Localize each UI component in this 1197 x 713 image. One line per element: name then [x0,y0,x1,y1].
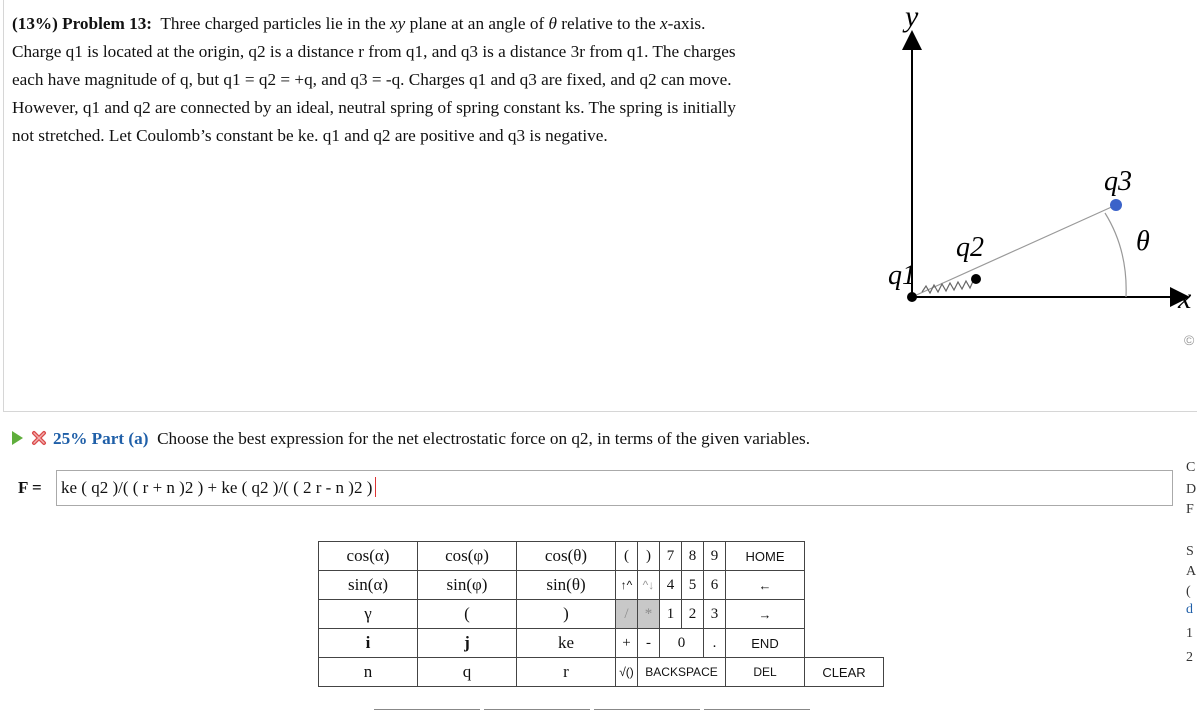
problem-line-4: However, q1 and q2 are connected by an ideal, neutral spring of spring constant ks. The spring is initially [12,98,737,117]
key-4[interactable]: 4 [660,571,682,600]
right-edge-letter: S [1186,544,1194,559]
key-open-paren[interactable]: ( [616,542,638,571]
right-edge-letter: F [1186,502,1194,517]
problem-var: x [660,14,668,33]
key-home[interactable]: HOME [726,542,805,571]
key-end[interactable]: END [726,629,805,658]
key-superscript-up[interactable]: ↑^ [616,571,638,600]
key-decimal[interactable]: . [704,629,726,658]
key-q[interactable]: q [418,658,517,687]
key-minus[interactable]: - [638,629,660,658]
problem-statement [12,10,872,150]
q3-label: q3 [1104,166,1132,197]
problem-line-3: each have magnitude of q, but q1 = q2 = +q, and q3 = -q. Charges q1 and q3 are fixed, and q2 can move. [12,70,732,89]
right-edge-letter: ( [1186,584,1191,599]
key-paren-open-large[interactable]: ( [418,600,517,629]
right-edge-letter: C [1186,460,1196,475]
problem-text: -axis. [667,14,706,33]
charge-line [912,205,1116,297]
problem-header: (13%) Problem 13: [12,14,153,33]
problem-line-5: not stretched. Let Coulomb’s constant be ke. q1 and q2 are positive and q3 is negative. [12,126,608,145]
key-3[interactable]: 3 [704,600,726,629]
right-edge-letter: 1 [1186,626,1193,641]
right-edge-letter: A [1186,564,1197,579]
problem-line-1 [12,10,872,38]
key-multiply[interactable]: * [638,600,660,629]
q2-charge [971,274,981,284]
part-a-prompt: Choose the best expression for the net electrostatic force on q2, in terms of the given variables. [157,429,810,448]
key-clear[interactable]: CLEAR [805,658,884,687]
key-paren-close-large[interactable]: ) [517,600,616,629]
key-plus[interactable]: + [616,629,638,658]
text-cursor [375,477,376,497]
charge-diagram [860,0,1197,360]
q3-charge [1110,199,1122,211]
problem-text: plane at an angle of [409,14,545,33]
key-0[interactable]: 0 [660,629,704,658]
q2-label: q2 [956,232,984,263]
answer-input[interactable] [56,470,1173,506]
part-a-header [12,426,810,452]
key-5[interactable]: 5 [682,571,704,600]
key-superscript-down[interactable]: ^↓ [638,571,660,600]
key-sin-theta[interactable]: sin(θ) [517,571,616,600]
bottom-button[interactable] [374,709,480,713]
key-divide[interactable]: / [616,600,638,629]
theta-label: θ [1136,226,1150,257]
key-r[interactable]: r [517,658,616,687]
problem-var: xy [390,14,406,33]
key-left-arrow[interactable]: ← [726,571,805,600]
key-1[interactable]: 1 [660,600,682,629]
y-axis-label: y [905,0,919,33]
copyright-mark: © [1184,332,1195,348]
theta-arc [1105,213,1126,297]
q1-label: q1 [888,260,916,291]
right-edge-letter: D [1186,482,1197,497]
problem-text: relative to the [561,14,656,33]
key-i[interactable]: i [319,629,418,658]
right-edge-link[interactable]: d [1186,602,1193,617]
answer-label: F = [18,478,42,497]
key-sqrt[interactable]: √() [616,658,638,687]
key-sin-alpha[interactable]: sin(α) [319,571,418,600]
answer-value: ke ( q2 )/( ( r + n )2 ) + ke ( q2 )/( ( 2 r - n )2 ) [61,478,373,497]
key-9[interactable]: 9 [704,542,726,571]
bottom-button[interactable] [594,709,700,713]
key-del[interactable]: DEL [726,658,805,687]
key-gamma[interactable]: γ [319,600,418,629]
q1-charge [907,292,917,302]
key-2[interactable]: 2 [682,600,704,629]
key-7[interactable]: 7 [660,542,682,571]
key-ke[interactable]: ke [517,629,616,658]
key-cos-theta[interactable]: cos(θ) [517,542,616,571]
key-cos-phi[interactable]: cos(φ) [418,542,517,571]
key-backspace[interactable]: BACKSPACE [638,658,726,687]
play-icon[interactable] [12,431,23,445]
equation-keypad [318,541,884,687]
key-j[interactable]: j [418,629,517,658]
part-a-percent[interactable]: 25% Part (a) [53,429,149,448]
right-edge-letter: 2 [1186,650,1193,665]
bottom-button[interactable] [704,709,810,713]
key-6[interactable]: 6 [704,571,726,600]
key-sin-phi[interactable]: sin(φ) [418,571,517,600]
x-axis-label: x [1178,282,1192,315]
problem-var: θ [548,14,557,33]
bottom-button[interactable] [484,709,590,713]
key-cos-alpha[interactable]: cos(α) [319,542,418,571]
key-close-paren[interactable]: ) [638,542,660,571]
key-n[interactable]: n [319,658,418,687]
problem-text: Three charged particles lie in the [160,14,386,33]
key-right-arrow[interactable]: → [726,600,805,629]
problem-line-2: Charge q1 is located at the origin, q2 is a distance r from q1, and q3 is a distance 3r from q1. The charges [12,42,736,61]
incorrect-x-icon [31,430,47,446]
key-8[interactable]: 8 [682,542,704,571]
